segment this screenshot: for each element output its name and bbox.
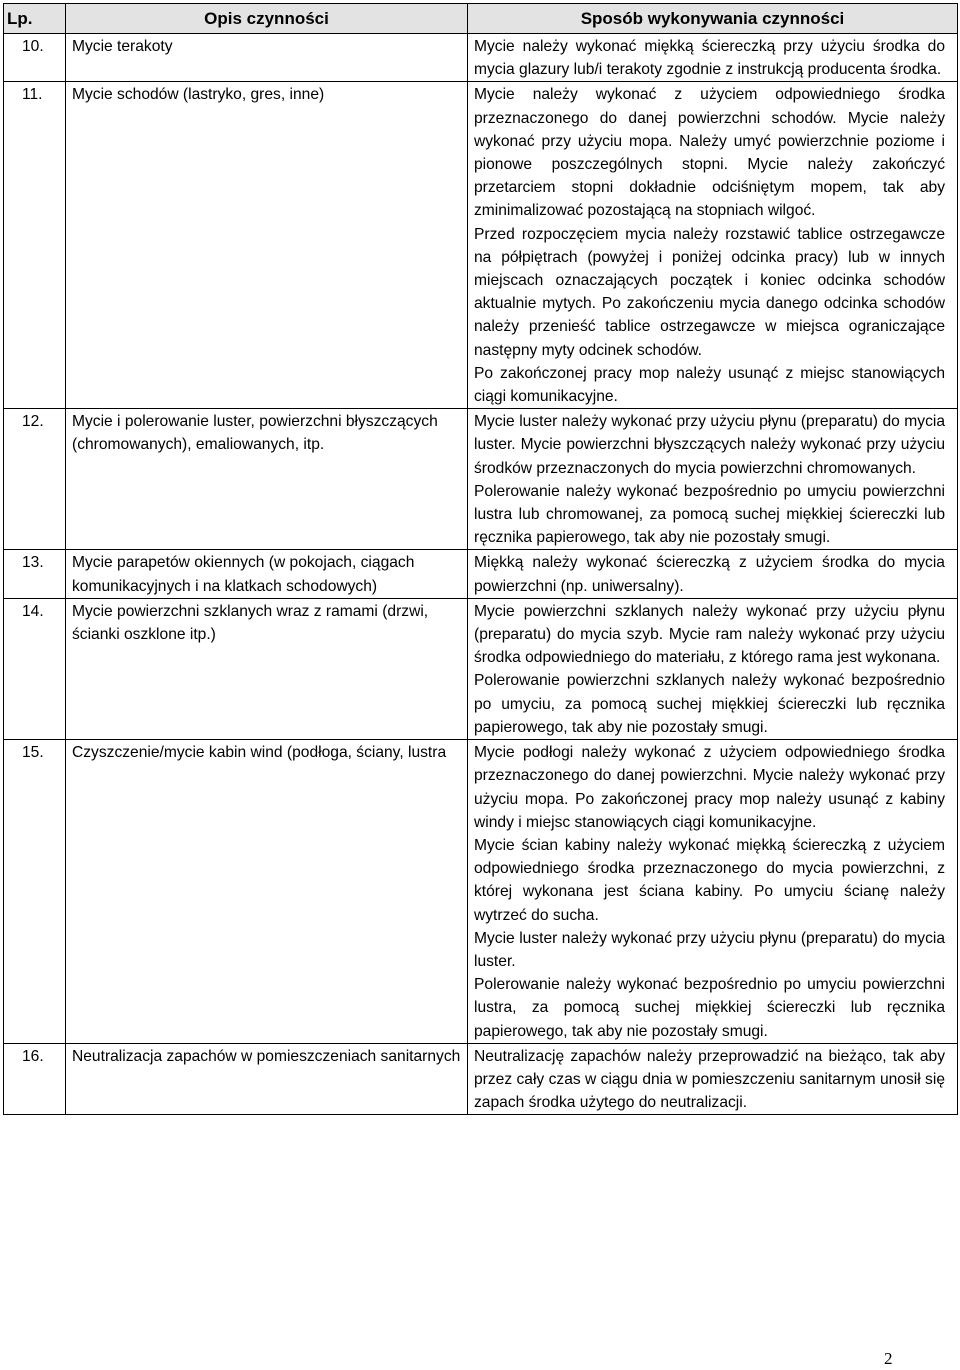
- table-row: [4, 1043, 958, 1115]
- row-number: 10.: [4, 34, 66, 82]
- method-paragraph: Mycie należy wykonać z użyciem odpowiedniego środka przeznaczonego do danej powierzchni schodów. Mycie należy wykonać przy użyciu mopa. Należy umyć powierzchnie poziome i pionowe poszczególnych stopni. Mycie należy zakończyć przetarciem stopni dokładnie odciśniętym mopem, tak aby zminimalizować pozostającą na stopniach wilgoć.: [474, 86, 945, 220]
- header-sposob: Sposób wykonywania czynności: [468, 4, 958, 34]
- task-method: [468, 740, 958, 1044]
- task-method: [468, 82, 958, 409]
- table-row: [4, 409, 958, 550]
- task-description: Mycie schodów (lastryko, gres, inne): [66, 82, 468, 409]
- table-row: [4, 34, 958, 82]
- method-paragraph: Mycie luster należy wykonać przy użyciu płynu (preparatu) do mycia luster.: [474, 929, 945, 970]
- method-paragraph: Polerowanie powierzchni szklanych należy wykonać bezpośrednio po umyciu, za pomocą suchej miękkiej ściereczki lub ręcznika papierowego, tak aby nie pozostały smugi.: [474, 672, 945, 736]
- header-lp: Lp.: [4, 4, 66, 34]
- method-paragraph: Po zakończonej pracy mop należy usunąć z miejsc stanowiących ciągi komunikacyjne.: [474, 364, 945, 406]
- table-row: [4, 550, 958, 598]
- task-description: Mycie parapetów okiennych (w pokojach, ciągach komunikacyjnych i na klatkach schodowych): [66, 550, 468, 598]
- row-number: 15.: [4, 740, 66, 1044]
- method-paragraph: Mycie ścian kabiny należy wykonać miękką ściereczką z użyciem odpowiedniego środka przeznaczonego do mycia powierzchni, z której wykonana jest ściana kabiny. Po umyciu ścianę należy wytrzeć do sucha.: [474, 836, 945, 924]
- task-method: [468, 598, 958, 739]
- procedures-table: [3, 3, 958, 1115]
- table-row: [4, 82, 958, 409]
- method-paragraph: Miękką należy wykonać ściereczką z użyciem środka do mycia powierzchni (np. uniwersalny).: [474, 554, 945, 595]
- task-description: Mycie terakoty: [66, 34, 468, 82]
- method-paragraph: Przed rozpoczęciem mycia należy rozstawić tablice ostrzegawcze na półpiętrach (powyżej i poniżej odcinka pracy) lub w innych miejscach oznaczających początek i koniec odcinka schodów aktualnie mytych. Po zakończeniu mycia danego odcinka schodów należy przenieść tablice ostrzegawcze w miejsca ograniczające następny myty odcinek schodów.: [474, 225, 945, 359]
- task-description: Neutralizacja zapachów w pomieszczeniach sanitarnych: [66, 1043, 468, 1115]
- method-paragraph: Mycie powierzchni szklanych należy wykonać przy użyciu płynu (preparatu) do mycia szyb. Mycie ram należy wykonać przy użyciu środka odpowiedniego do materiału, z którego rama jest wykonana.: [474, 602, 945, 667]
- method-paragraph: Mycie należy wykonać miękką ściereczką przy użyciu środka do mycia glazury lub/i terakoty zgodnie z instrukcją producenta środka.: [474, 38, 945, 79]
- task-method: [468, 550, 958, 598]
- method-paragraph: Mycie luster należy wykonać przy użyciu płynu (preparatu) do mycia luster. Mycie powierzchni błyszczących należy wykonać przy użyciu środków przeznaczonych do mycia powierzchni chromowanych.: [474, 413, 945, 477]
- method-paragraph: Mycie podłogi należy wykonać z użyciem odpowiedniego środka przeznaczonego do danej powierzchni. Mycie należy wykonać przy użyciu mopa. Po zakończonej pracy mop należy usunąć z kabiny windy i miejsc stanowiących ciągi komunikacyjne.: [474, 744, 945, 831]
- row-number: 14.: [4, 598, 66, 739]
- table-row: [4, 598, 958, 739]
- method-paragraph: Polerowanie należy wykonać bezpośrednio po umyciu powierzchni lustra lub chromowanej, za pomocą suchej miękkiej ściereczki lub ręcznika papierowego, tak aby nie pozostały smugi.: [474, 482, 945, 547]
- task-description: Mycie powierzchni szklanych wraz z ramami (drzwi, ścianki oszklone itp.): [66, 598, 468, 739]
- method-paragraph: Polerowanie należy wykonać bezpośrednio po umyciu powierzchni lustra, za pomocą suchej miękkiej ściereczki lub ręcznika papierowego, tak aby nie pozostały smugi.: [474, 976, 945, 1040]
- task-method: [468, 34, 958, 82]
- row-number: 16.: [4, 1043, 66, 1115]
- row-number: 12.: [4, 409, 66, 550]
- row-number: 13.: [4, 550, 66, 598]
- task-description: Czyszczenie/mycie kabin wind (podłoga, ściany, lustra: [66, 740, 468, 1044]
- table-row: [4, 740, 958, 1044]
- table-header-row: [4, 4, 958, 34]
- header-opis: Opis czynności: [66, 4, 468, 34]
- task-method: [468, 409, 958, 550]
- task-description: Mycie i polerowanie luster, powierzchni błyszczących (chromowanych), emaliowanych, itp.: [66, 409, 468, 550]
- method-paragraph: Neutralizację zapachów należy przeprowadzić na bieżąco, tak aby przez cały czas w ciągu dnia w pomieszczeniu sanitarnym unosił się zapach środka użytego do neutralizacji.: [474, 1047, 945, 1112]
- page-number: 2: [884, 1349, 893, 1368]
- row-number: 11.: [4, 82, 66, 409]
- task-method: [468, 1043, 958, 1115]
